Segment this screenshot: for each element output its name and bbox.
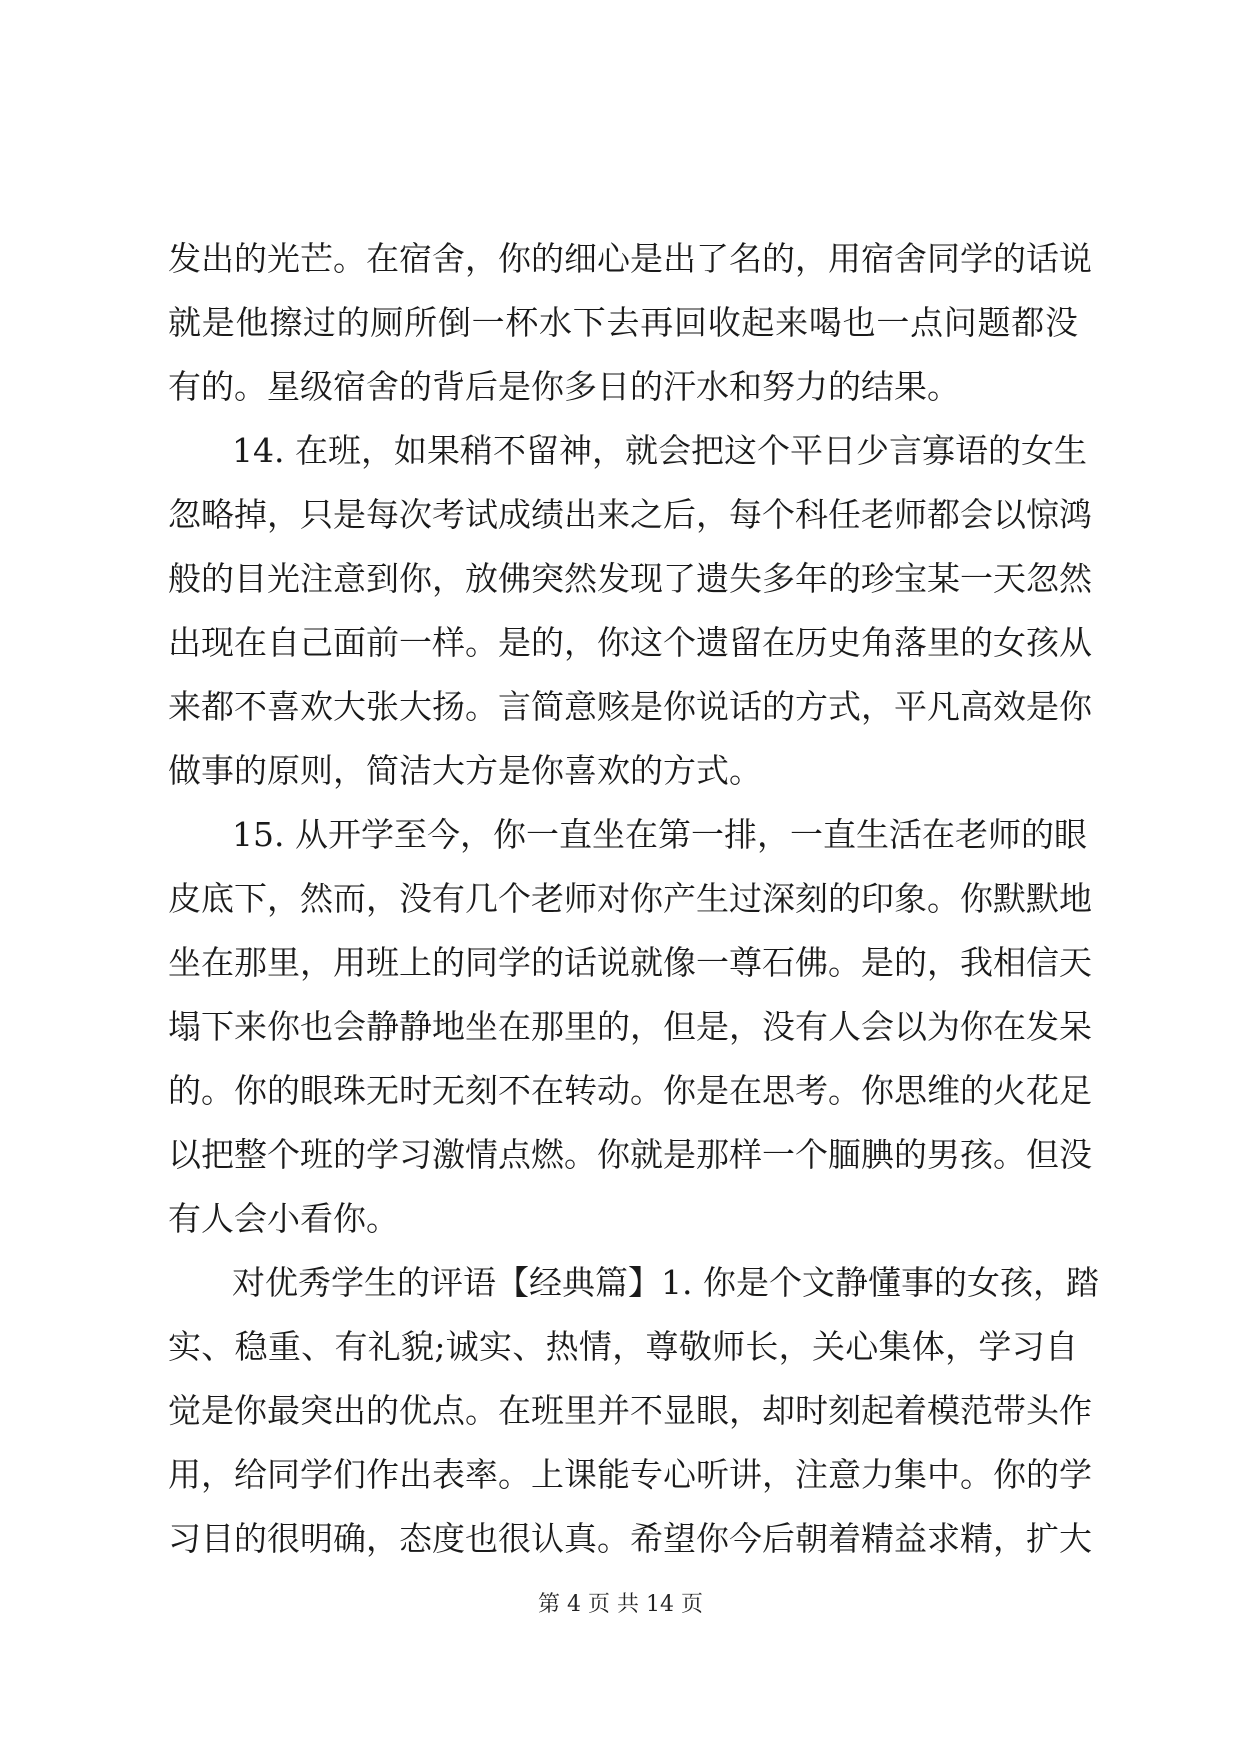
paragraph-line: 发出的光芒。在宿舍，你的细心是出了名的，用宿舍同学的话说 <box>168 239 1092 278</box>
page-number-footer: 第 4 页 共 14 页 <box>538 1592 703 1617</box>
paragraph-line: 用，给同学们作出表率。上课能专心听讲，注意力集中。你的学 <box>168 1455 1092 1494</box>
paragraph-line: 就是他擦过的厕所倒一杯水下去再回收起来喝也一点问题都没 <box>168 303 1078 342</box>
paragraph-line: 来都不喜欢大张大扬。言简意赅是你说话的方式，平凡高效是你 <box>168 687 1092 726</box>
paragraph-line: 皮底下，然而，没有几个老师对你产生过深刻的印象。你默默地 <box>168 879 1092 918</box>
paragraph-line: 坐在那里，用班上的同学的话说就像一尊石佛。是的，我相信天 <box>168 943 1092 982</box>
paragraph-line: 15. 从开学至今，你一直坐在第一排，一直生活在老师的眼 <box>232 815 1087 854</box>
paragraph-line: 觉是你最突出的优点。在班里并不显眼，却时刻起着模范带头作 <box>168 1391 1092 1430</box>
paragraph-line: 对优秀学生的评语【经典篇】1. 你是个文静懂事的女孩，踏 <box>232 1263 1099 1302</box>
paragraph-line: 有的。星级宿舍的背后是你多日的汗水和努力的结果。 <box>168 367 960 406</box>
paragraph-line: 的。你的眼珠无时无刻不在转动。你是在思考。你思维的火花足 <box>168 1071 1092 1110</box>
paragraph-line: 般的目光注意到你，放佛突然发现了遗失多年的珍宝某一天忽然 <box>168 559 1092 598</box>
paragraph-line: 以把整个班的学习激情点燃。你就是那样一个腼腆的男孩。但没 <box>168 1135 1092 1174</box>
paragraph-line: 有人会小看你。 <box>168 1199 399 1238</box>
paragraph-line: 塌下来你也会静静地坐在那里的，但是，没有人会以为你在发呆 <box>168 1007 1092 1046</box>
paragraph-line: 14. 在班，如果稍不留神，就会把这个平日少言寡语的女生 <box>232 431 1087 470</box>
paragraph-line: 出现在自己面前一样。是的，你这个遗留在历史角落里的女孩从 <box>168 623 1092 662</box>
paragraph-line: 习目的很明确，态度也很认真。希望你今后朝着精益求精，扩大 <box>168 1519 1092 1558</box>
paragraph-line: 实、稳重、有礼貌;诚实、热情，尊敬师长，关心集体，学习自 <box>168 1327 1078 1366</box>
paragraph-line: 忽略掉，只是每次考试成绩出来之后，每个科任老师都会以惊鸿 <box>168 495 1092 534</box>
paragraph-line: 做事的原则，简洁大方是你喜欢的方式。 <box>168 751 762 790</box>
